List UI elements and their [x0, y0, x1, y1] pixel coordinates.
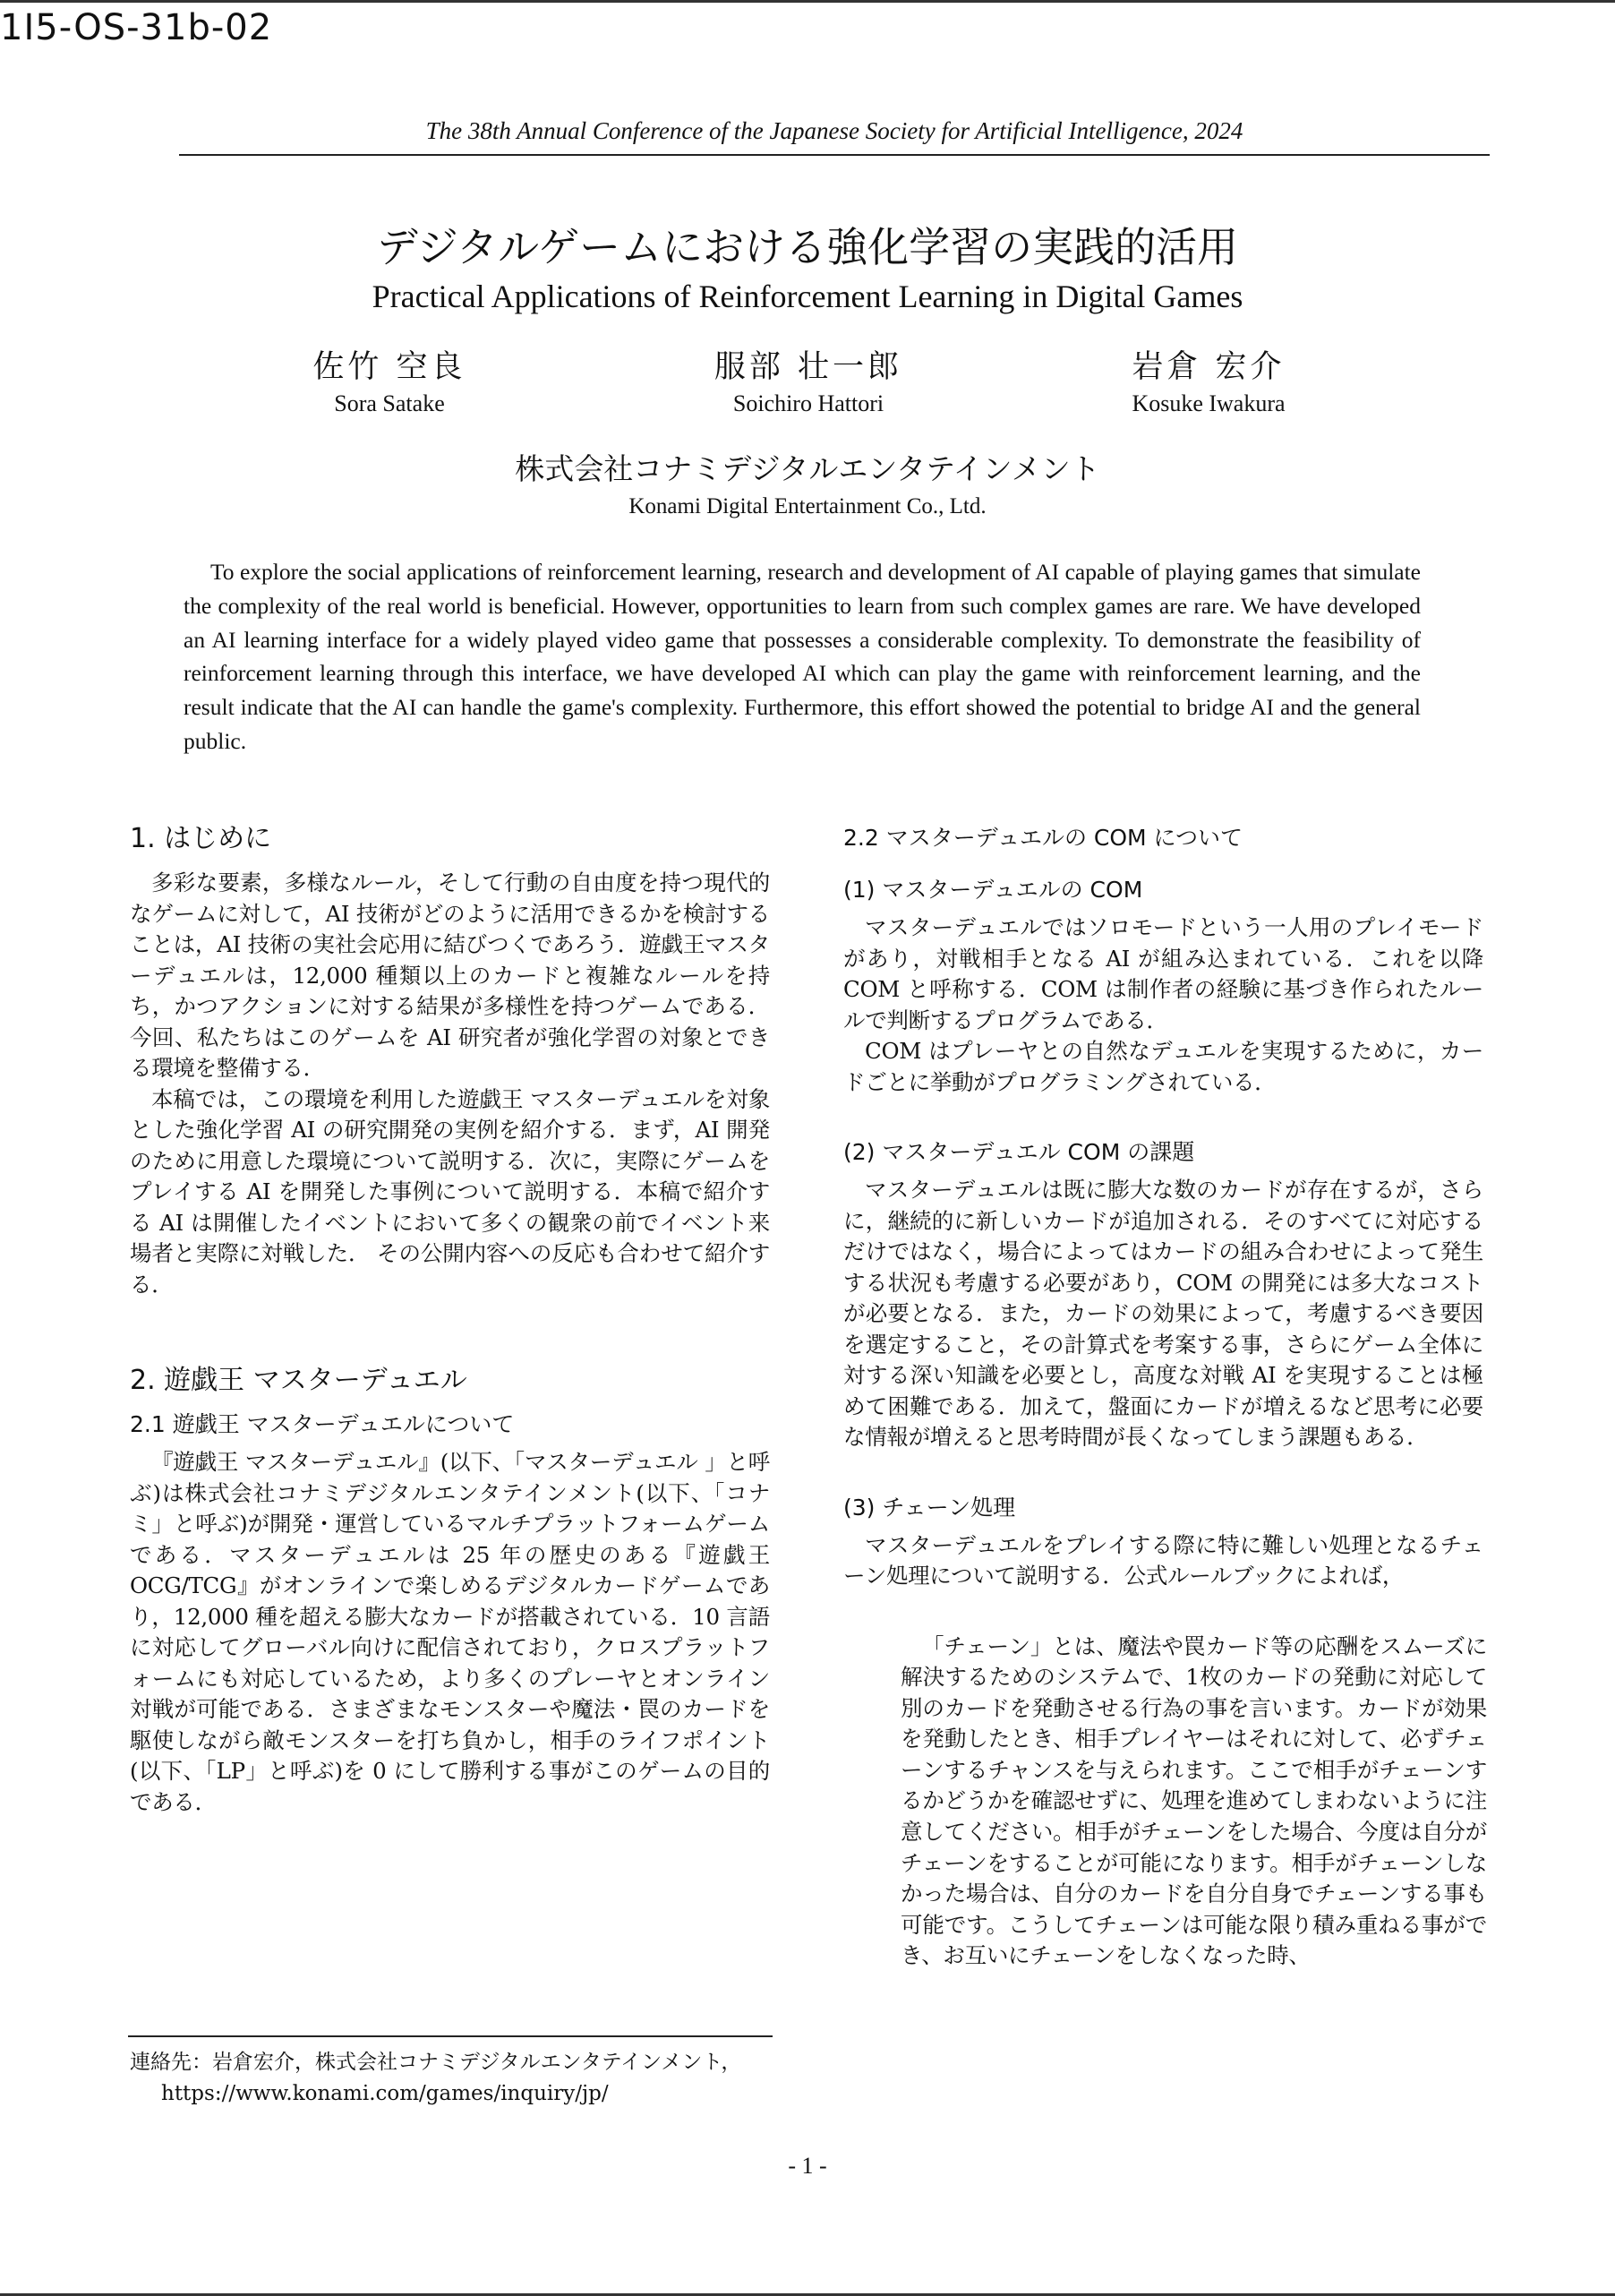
- author-name-en: Soichiro Hattori: [732, 390, 884, 416]
- conference-header: The 38th Annual Conference of the Japanese Society for Artificial Intelligence, 2024: [425, 117, 1243, 144]
- footnote-rule: [128, 2035, 773, 2037]
- right-column: [843, 810, 1487, 1972]
- author-name-ja: 岩倉 宏介: [1132, 349, 1286, 385]
- page-number: - 1 -: [788, 2153, 827, 2179]
- title-japanese: デジタルゲームにおける強化学習の実践的活用: [376, 223, 1239, 271]
- subsubsection-3-heading: (3) チェーン処理: [843, 1494, 1016, 1521]
- section-2-heading: 2. 遊戯王 マスターデュエル: [130, 1365, 467, 1396]
- footnote-contact: 連絡先：岩倉宏介，株式会社コナミデジタルエンタテインメント，: [130, 2051, 742, 2074]
- paper-id: 1I5-OS-31b-02: [0, 7, 273, 48]
- paragraph: マスターデュエルは既に膨大な数のカードが存在するが，さらに，継続的に新しいカードが追加される．そのすべてに対応するだけではなく，場合によってはカードの組み合わせによって発生する状況も考慮する必要があり，COM の開発には多大なコストが必要となる．また，カードの効果によって，考慮するべき要因を選定すること，その計算式を考案する事，さらにゲーム全体に対する深い知識を必要とし，高度な対戦 AI を実現することは極めて困難である．加えて，盤面にカードが増えるなど思考に必要な情報が増えると思考時間が長くなってしまう課題もある．: [843, 1177, 1483, 1450]
- affiliation-english: Konami Digital Entertainment Co., Ltd.: [628, 494, 987, 518]
- author-name-ja: 佐竹 空良: [312, 349, 466, 385]
- author-1: [201, 347, 577, 419]
- paragraph: 多彩な要素，多様なルール，そして行動の自由度を持つ現代的なゲームに対して，AI 技術がどのように活用できるかを検討することは，AI 技術の実社会応用に結びつくであろう．遊戯王マスターデュエルは，12,000 種類以上のカードと複雑なルールを持ち，かつアクションに対する結果が多様性を持つゲームである．今回、私たちはこのゲームを AI 研究者が強化学習の対象とできる環境を整備する．: [130, 870, 770, 1081]
- rulebook-quote: 「チェーン」とは、魔法や罠カード等の応酬をスムーズに解決するためのシステムで、1枚のカードの発動に対応して別のカードを発動させる行為の事を言います。カードが効果を発動したとき、相手プレイヤーはそれに対して、必ずチェーンするチャンスを与えられます。ここで相手がチェーンするかどうかを確認せずに、処理を進めてしまわないように注意してください。相手がチェーンをした場合、今度は自分がチェーンをすることが可能になります。相手がチェーンしなかった場合は、自分のカードを自分自身でチェーンする事も可能です。こうしてチェーンは可能な限り積み重ねる事ができ、お互いにチェーンをしなくなった時、: [901, 1632, 1487, 1969]
- paragraph: マスターデュエルではソロモードという一人用のプレイモードがあり，対戦相手となる AI が組み込まれている．これを以降 COM と呼称する．COM は制作者の経験に基づき作られたルールで判断するプログラムである．: [843, 914, 1483, 1033]
- footnote: [130, 2047, 810, 2110]
- author-3: [1021, 347, 1397, 419]
- footnote-url: https://www.konami.com/games/inquiry/jp/: [161, 2082, 609, 2105]
- author-2: [620, 347, 996, 419]
- subsection-2-2-heading: 2.2 マスターデュエルの COM について: [843, 825, 1243, 851]
- paragraph: COM はプレーヤとの自然なデュエルを実現するために，カードごとに挙動がプログラミングされている．: [843, 1038, 1483, 1095]
- subsubsection-1-heading: (1) マスターデュエルの COM: [843, 877, 1143, 903]
- abstract: To explore the social applications of reinforcement learning, research and development of AI capable of playing games that simulate the complexity of the real world is beneficial. However, opportunities to learn from such complex games are rare. We have developed an AI learning interface for a widely played video game that possesses a considerable complexity. To demonstrate the feasibility of reinforcement learning through this interface, we have developed AI which can play the game with reinforcement learning, and the result indicate that the AI can handle the game's complexity. Furthermore, this effort showed the potential to bridge AI and the general public.: [184, 559, 1421, 754]
- subsection-2-1-heading: 2.1 遊戯王 マスターデュエルについて: [130, 1411, 515, 1437]
- title-english: Practical Applications of Reinforcement Learning in Digital Games: [372, 278, 1243, 314]
- paragraph: 本稿では，この環境を利用した遊戯王 マスターデュエルを対象とした強化学習 AI の研究開発の実例を紹介する．まず，AI 開発のために用意した環境について説明する．次に，実際にゲームをプレイする AI を開発した事例について説明する．本稿で紹介する AI は開催したイベントにおいて多くの観衆の前でイベント来場者と実際に対戦した． その公開内容への反応も合わせて紹介する．: [130, 1085, 770, 1298]
- top-border: [0, 0, 1615, 3]
- author-name-ja: 服部 壮一郎: [714, 349, 903, 385]
- paragraph: 『遊戯王 マスターデュエル』(以下、「マスターデュエル 」と呼ぶ)は株式会社コナミデジタルエンタテインメント(以下、「コナミ」と呼ぶ)が開発・運営しているマルチプラットフォームゲームである．マスターデュエルは 25 年の歴史のある『遊戯王 OCG/TCG』がオンラインで楽しめるデジタルカードゲームであり，12,000 種を超える膨大なカードが搭載されている．10 言語に対応してグローバル向けに配信されており，クロスプラットフォームにも対応しているため，より多くのプレーヤとオンライン対戦が可能である．さまざまなモンスターや魔法・罠のカードを駆使しながら敵モンスターを打ち負かし，相手のライフポイント(以下、「LP」と呼ぶ)を 0 にして勝利する事がこのゲームの目的である．: [130, 1449, 770, 1815]
- author-name-en: Kosuke Iwakura: [1132, 390, 1286, 416]
- section-1-heading: 1. はじめに: [130, 823, 272, 854]
- paragraph: マスターデュエルをプレイする際に特に難しい処理となるチェーン処理について説明する．公式ルールブックによれば，: [843, 1531, 1483, 1589]
- author-name-en: Sora Satake: [334, 390, 445, 416]
- header-rule: [179, 154, 1490, 156]
- left-column: [130, 810, 770, 1818]
- subsubsection-2-heading: (2) マスターデュエル COM の課題: [843, 1139, 1195, 1165]
- affiliation-japanese: 株式会社コナミデジタルエンタテインメント: [515, 451, 1100, 486]
